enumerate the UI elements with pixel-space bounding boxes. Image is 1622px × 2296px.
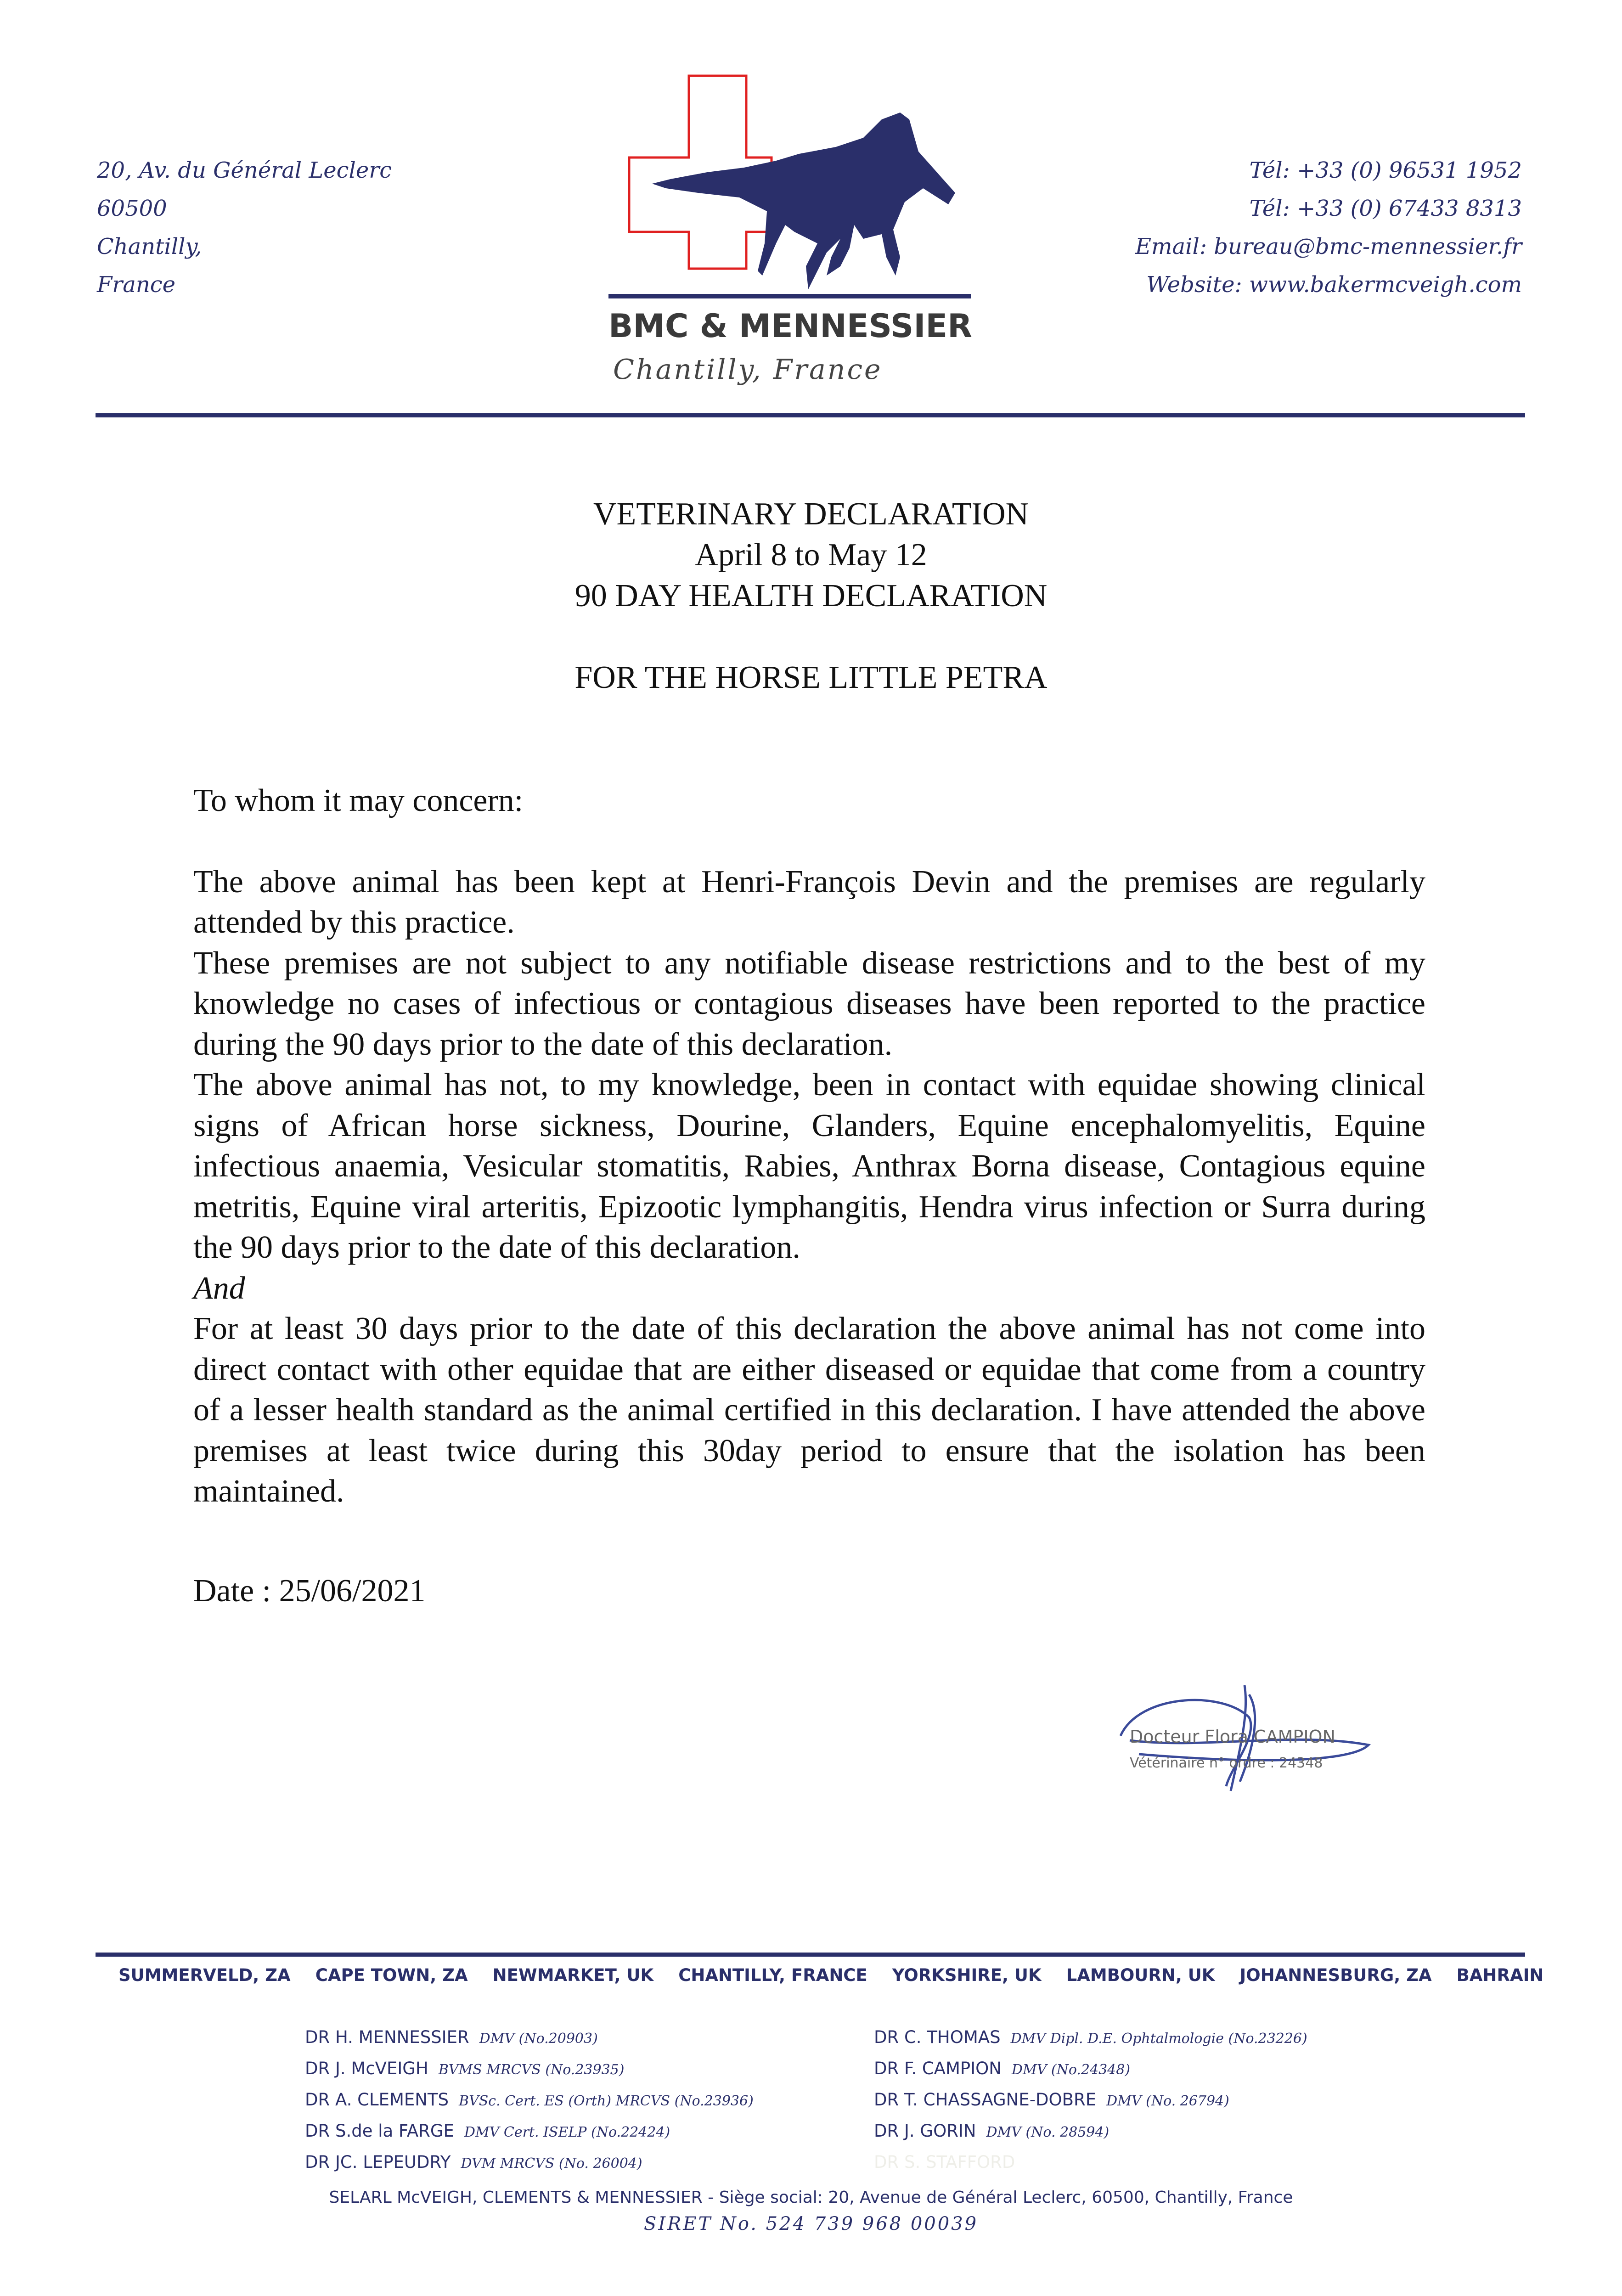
doctor-entry: [874, 2152, 1307, 2183]
website: Website: www.bakermcveigh.com: [1146, 272, 1522, 298]
title-dates: April 8 to May 12: [695, 537, 927, 573]
doctor-name: DR J. GORIN: [874, 2121, 976, 2141]
doctor-name: DR C. THOMAS: [874, 2027, 1001, 2047]
doctor-qualification: BVMS MRCVS (No.23935): [438, 2062, 625, 2078]
city: CAPE TOWN, ZA: [315, 1965, 468, 1985]
doctor-entry: [305, 2121, 754, 2152]
doctor-entry: [305, 2152, 754, 2183]
doctor-name: DR T. CHASSAGNE-DOBRE: [874, 2090, 1097, 2110]
doctor-qualification: DMV (No.20903): [479, 2031, 598, 2047]
paragraph: The above animal has not, to my knowledge, been in contact with equidae showing clinical signs of African horse sickness, Dourine, Glanders, Equine encephalomyelitis, Equine infectious anaemia, Vesicular stomatitis, Rabies, Anthrax Borna disease, Contagious equine metritis, Equine viral arteritis, Epizootic lymphangitis, Hendra virus infection or Surra during the 90 days prior to the date of this declaration.: [193, 1067, 1425, 1265]
doctor-entry: [305, 2090, 754, 2121]
doctor-entry: [874, 2090, 1307, 2121]
address-line: 60500: [97, 196, 167, 221]
horse-name-title: FOR THE HORSE LITTLE PETRA: [574, 660, 1048, 695]
siret-number: SIRET No. 524 739 968 00039: [643, 2213, 979, 2234]
doctor-name: DR F. CAMPION: [874, 2059, 1002, 2078]
city: BAHRAIN: [1456, 1965, 1544, 1985]
doctor-list-left: [305, 2027, 754, 2183]
address-line: Chantilly,: [97, 234, 202, 259]
doctor-qualification: DMV (No. 26794): [1106, 2093, 1229, 2109]
brand-location: Chantilly, France: [613, 354, 883, 386]
phone-1: Tél: +33 (0) 96531 1952: [1249, 158, 1522, 183]
salutation: To whom it may concern:: [193, 783, 524, 818]
company-registration: SELARL McVEIGH, CLEMENTS & MENNESSIER - Siège social: 20, Avenue de Général Leclerc, 60500, Chantilly, France: [329, 2188, 1293, 2207]
doctor-entry: [305, 2027, 754, 2059]
doctor-qualification: DMV Cert. ISELP (No.22424): [464, 2124, 670, 2140]
signature-stamp: [1111, 1676, 1387, 1795]
doctor-qualification: DMV Dipl. D.E. Ophtalmologie (No.23226): [1010, 2031, 1307, 2047]
city: LAMBOURN, UK: [1066, 1965, 1215, 1985]
doctor-entry: [874, 2027, 1307, 2059]
doctor-qualification: DVM MRCVS (No. 26004): [461, 2155, 642, 2172]
doctor-name: DR S.de la FARGE: [305, 2121, 454, 2141]
stamp-name: Docteur Flora CAMPION: [1130, 1727, 1335, 1747]
footer-rule: [96, 1953, 1525, 1957]
doctor-name: DR JC. LEPEUDRY: [305, 2152, 451, 2172]
doctor-entry: [874, 2121, 1307, 2152]
phone-2: Tél: +33 (0) 67433 8313: [1249, 196, 1522, 221]
doctor-name: DR A. CLEMENTS: [305, 2090, 449, 2110]
doctor-list-right: [874, 2027, 1307, 2183]
city: NEWMARKET, UK: [492, 1965, 654, 1985]
doctor-qualification: BVSc. Cert. ES (Orth) MRCVS (No.23936): [459, 2093, 754, 2109]
declaration-date: Date : 25/06/2021: [193, 1573, 426, 1609]
city: JOHANNESBURG, ZA: [1239, 1965, 1432, 1985]
doctor-qualification: DMV (No.24348): [1011, 2062, 1131, 2078]
paragraph: For at least 30 days prior to the date of this declaration the above animal has not come into direct contact with other equidae that are either diseased or equidae that come from a country of a lesser health standard as the animal certified in this declaration. I have attended the above premises at least twice during this 30day period to ensure that the isolation has been maintained.: [193, 1311, 1425, 1509]
header-rule: [96, 413, 1525, 417]
declaration-body: [193, 781, 1425, 1611]
logo-divider: [608, 294, 971, 298]
paragraph: The above animal has been kept at Henri-François Devin and the premises are regularly attended by this practice.: [193, 864, 1425, 940]
address-line: 20, Av. du Général Leclerc: [97, 158, 392, 183]
paragraph: These premises are not subject to any notifiable disease restrictions and to the best of my knowledge no cases of infectious or contagious diseases have been reported to the practice during the 90 days prior to the date of this declaration.: [193, 945, 1425, 1062]
practice-address: [97, 152, 392, 304]
doctor-entry: [305, 2059, 754, 2090]
doctor-name: DR S. STAFFORD: [874, 2152, 1015, 2172]
doctor-name: DR J. McVEIGH: [305, 2059, 428, 2078]
brand-name: BMC & MENNESSIER: [608, 307, 973, 345]
practice-contact: [1135, 152, 1522, 304]
office-locations: [118, 1965, 1568, 1985]
address-line: France: [97, 272, 176, 298]
and-connector: And: [193, 1270, 245, 1306]
doctor-name: DR H. MENNESSIER: [305, 2027, 469, 2047]
title-line: VETERINARY DECLARATION: [593, 496, 1029, 532]
stamp-order-number: Vétérinaire n° ordre : 24348: [1130, 1755, 1323, 1771]
city: SUMMERVELD, ZA: [118, 1965, 291, 1985]
doctor-entry: [874, 2059, 1307, 2090]
email: Email: bureau@bmc-mennessier.fr: [1135, 234, 1522, 259]
doctor-qualification: DMV (No. 28594): [986, 2124, 1109, 2140]
city: YORKSHIRE, UK: [892, 1965, 1042, 1985]
city: CHANTILLY, FRANCE: [678, 1965, 867, 1985]
declaration-title: [0, 494, 1622, 698]
logo-cross-horse-icon: [625, 73, 974, 289]
title-line: 90 DAY HEALTH DECLARATION: [574, 578, 1048, 613]
